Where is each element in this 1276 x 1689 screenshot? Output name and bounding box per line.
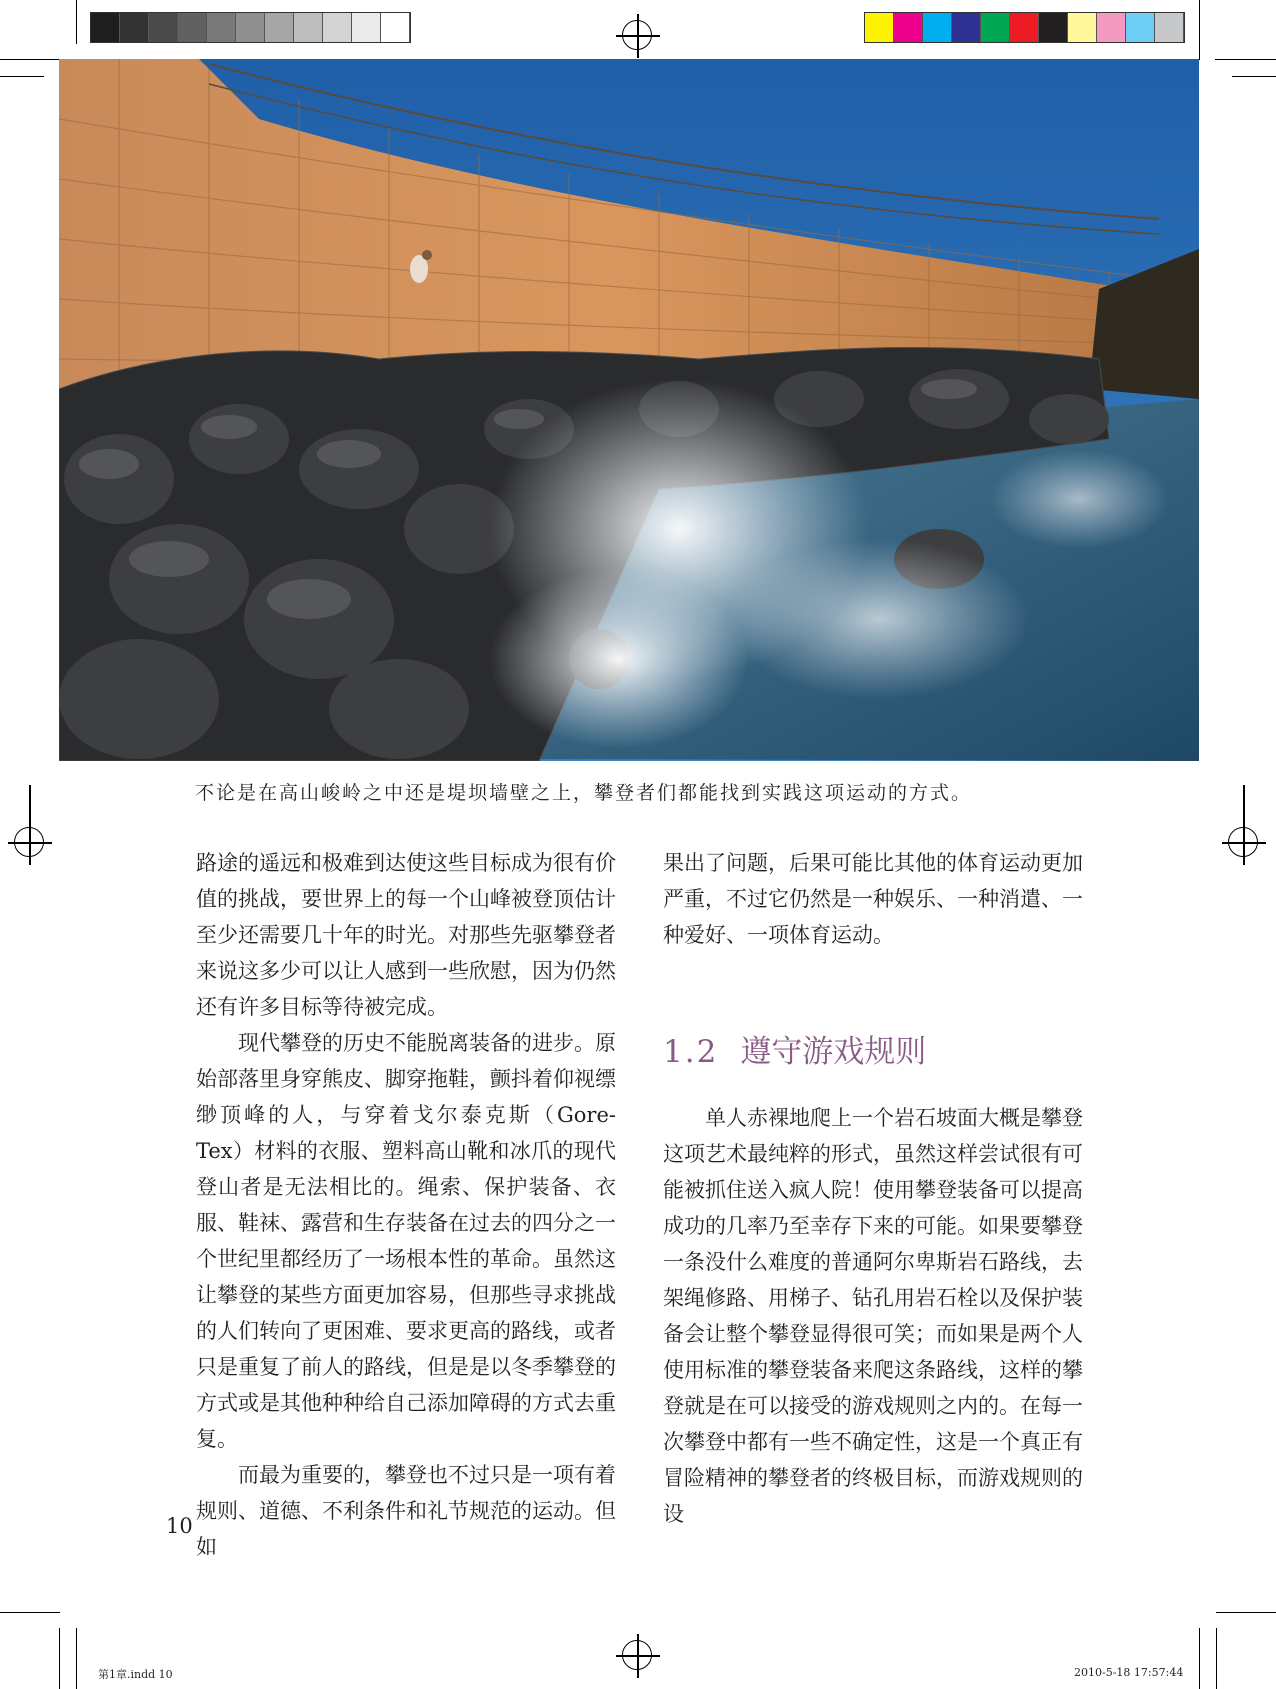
grayscale-bar (90, 12, 411, 43)
left-column (196, 845, 616, 1565)
paragraph: 果出了问题，后果可能比其他的体育运动更加严重，不过它仍然是一种娱乐、一种消遣、一种爱好、一项体育运动。 (663, 851, 1083, 947)
registration-mark-bottom (616, 1634, 660, 1678)
right-column-top (663, 845, 1083, 953)
color-swatch (236, 13, 265, 42)
color-swatch (1155, 13, 1184, 42)
color-swatch (923, 13, 952, 42)
paragraph: 单人赤裸地爬上一个岩石坡面大概是攀登这项艺术最纯粹的形式，虽然这样尝试很有可能被抓住送入疯人院！使用攀登装备可以提高成功的几率乃至幸存下来的可能。如果要攀登一条没什么难度的普通阿尔卑斯岩石路线，去架绳修路、用梯子、钻孔用岩石栓以及保护装备会让整个攀登显得很可笑；而如果是两个人使用标准的攀登装备来爬这条路线，这样的攀登就是在可以接受的游戏规则之内的。在每一次攀登中都有一些不确定性，这是一个真正有冒险精神的攀登者的终极目标，而游戏规则的设 (663, 1106, 1083, 1526)
color-swatch (1068, 13, 1097, 42)
color-swatch (207, 13, 236, 42)
registration-mark-top (616, 14, 660, 58)
paragraph: 现代攀登的历史不能脱离装备的进步。原始部落里身穿熊皮、脚穿拖鞋，颤抖着仰视缥缈顶峰的人，与穿着戈尔泰克斯（Gore-Tex）材料的衣服、塑料高山靴和冰爪的现代登山者是无法相比的。绳索、保护装备、衣服、鞋袜、露营和生存装备在过去的四分之一个世纪里都经历了一场根本性的革命。虽然这让攀登的某些方面更加容易，但那些寻求挑战的人们转向了更困难、要求更高的路线，或者只是重复了前人的路线，但是是以冬季攀登的方式或是其他种种给自己添加障碍的方式去重复。 (196, 1031, 616, 1451)
color-swatch (1126, 13, 1155, 42)
color-swatch (1039, 13, 1068, 42)
paragraph: 而最为重要的，攀登也不过只是一项有着规则、道德、不利条件和礼节规范的运动。但如 (196, 1463, 616, 1559)
section-number: 1.2 (663, 1034, 719, 1070)
color-swatch (865, 13, 894, 42)
section-heading (663, 1026, 926, 1071)
color-swatch (894, 13, 923, 42)
color-swatch (952, 13, 981, 42)
color-swatch (1010, 13, 1039, 42)
registration-mark-left (8, 821, 52, 865)
color-swatch (178, 13, 207, 42)
color-swatch (352, 13, 381, 42)
slug-timestamp: 2010-5-18 17:57:44 (1074, 1666, 1184, 1679)
registration-line-right (1243, 785, 1245, 821)
color-swatch (981, 13, 1010, 42)
photo-caption: 不论是在高山峻岭之中还是堤坝墙壁之上，攀登者们都能找到实践这项运动的方式。 (195, 782, 973, 804)
dam-wall-photo (59, 59, 1199, 761)
color-swatch (323, 13, 352, 42)
color-swatch (120, 13, 149, 42)
color-bar (864, 12, 1185, 43)
color-swatch (91, 13, 120, 42)
right-column-bottom (663, 1100, 1083, 1532)
section-title: 遵守游戏规则 (740, 1034, 927, 1070)
paragraph: 路途的遥远和极难到达使这些目标成为很有价值的挑战，要世界上的每一个山峰被登顶估计至少还需要几十年的时光。对那些先驱攀登者来说这多少可以让人感到一些欣慰，因为仍然还有许多目标等待被完成。 (196, 851, 616, 1019)
color-swatch (149, 13, 178, 42)
slug-file: 第1章.indd 10 (98, 1668, 173, 1681)
page-number: 10 (166, 1514, 193, 1538)
registration-line-left (29, 785, 31, 821)
registration-mark-right (1222, 821, 1266, 865)
color-swatch (294, 13, 323, 42)
color-swatch (265, 13, 294, 42)
color-swatch (1097, 13, 1126, 42)
color-swatch (381, 13, 410, 42)
